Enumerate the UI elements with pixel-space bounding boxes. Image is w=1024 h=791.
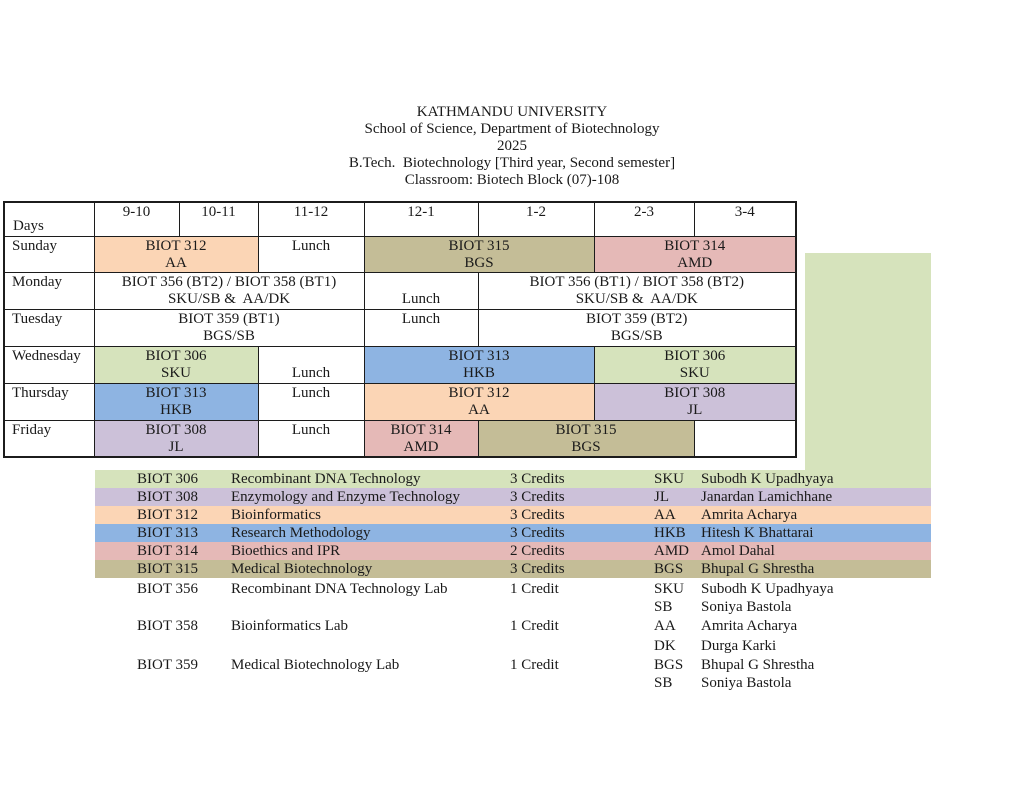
course-name: Medical Biotechnology — [231, 561, 373, 577]
course-credits: 1 Credit — [510, 618, 559, 634]
lunch-cell: Lunch — [364, 272, 478, 309]
course-name: Recombinant DNA Technology — [231, 471, 421, 487]
empty-cell — [694, 420, 796, 457]
year-label: 2025 — [497, 138, 527, 154]
class-cell: BIOT 359 (BT1) BGS/SB — [94, 309, 364, 346]
class-cell: BIOT 314 AMD — [594, 236, 796, 272]
day-label: Monday — [4, 272, 94, 309]
instructor-initials: AA — [654, 507, 676, 523]
instructor-name: Janardan Lamichhane — [701, 489, 833, 505]
instructor-name: Hitesh K Bhattarai — [701, 525, 814, 541]
time-slot-header: 9-10 — [94, 202, 179, 236]
course-name: Enzymology and Enzyme Technology — [231, 489, 461, 505]
legend-lab-row — [95, 656, 931, 674]
time-slot-header: 2-3 — [594, 202, 694, 236]
course-credits: 3 Credits — [510, 561, 565, 577]
course-name: Bioinformatics — [231, 507, 321, 523]
class-cell: BIOT 359 (BT2) BGS/SB — [478, 309, 796, 346]
course-credits: 1 Credit — [510, 657, 559, 673]
legend-course-row — [95, 560, 931, 578]
lunch-cell: Lunch — [258, 383, 364, 420]
legend-lab-staff-row — [95, 598, 931, 616]
instructor-initials: JL — [654, 489, 669, 505]
class-cell: BIOT 312 AA — [364, 383, 594, 420]
instructor-name: Amol Dahal — [701, 543, 775, 559]
class-cell: BIOT 315 BGS — [364, 236, 594, 272]
instructor-name: Bhupal G Shrestha — [701, 561, 815, 577]
instructor-initials: BGS — [654, 657, 684, 673]
instructor-initials: SB — [654, 599, 673, 615]
class-cell: BIOT 312 AA — [94, 236, 258, 272]
instructor-initials: HKB — [654, 525, 686, 541]
class-cell: BIOT 308 JL — [594, 383, 796, 420]
legend-lab-row — [95, 580, 931, 598]
timetable-grid — [3, 201, 797, 458]
timetable-row-tuesday — [4, 309, 796, 346]
course-credits: 3 Credits — [510, 507, 565, 523]
legend-course-row — [95, 506, 931, 524]
instructor-initials: SKU — [654, 581, 685, 597]
course-credits: 2 Credits — [510, 543, 565, 559]
course-code: BIOT 359 — [137, 657, 198, 673]
lunch-cell: Lunch — [258, 346, 364, 383]
time-slot-header: 1-2 — [478, 202, 594, 236]
lunch-cell: Lunch — [364, 309, 478, 346]
course-name: Recombinant DNA Technology Lab — [231, 581, 448, 597]
day-label: Friday — [4, 420, 94, 457]
class-cell: BIOT 356 (BT2) / BIOT 358 (BT1) SKU/SB & AA/DK — [94, 272, 364, 309]
department-title: School of Science, Department of Biotechnology — [364, 121, 660, 137]
class-cell: BIOT 356 (BT1) / BIOT 358 (BT2) SKU/SB & AA/DK — [478, 272, 796, 309]
university-title: KATHMANDU UNIVERSITY — [416, 104, 608, 120]
instructor-name: Soniya Bastola — [701, 675, 792, 691]
time-slot-header: 10-11 — [179, 202, 258, 236]
time-slot-header: 3-4 — [694, 202, 796, 236]
course-code: BIOT 306 — [137, 471, 198, 487]
day-label: Tuesday — [4, 309, 94, 346]
course-name: Research Methodology — [231, 525, 371, 541]
course-credits: 3 Credits — [510, 471, 565, 487]
instructor-initials: BGS — [654, 561, 684, 577]
course-credits: 1 Credit — [510, 581, 559, 597]
course-code: BIOT 358 — [137, 618, 198, 634]
time-slot-header: 12-1 — [364, 202, 478, 236]
timetable-header-row — [4, 202, 796, 236]
timetable-row-monday — [4, 272, 796, 309]
legend-course-row — [95, 542, 931, 560]
program-label: B.Tech. Biotechnology [Third year, Second semester] — [348, 155, 676, 171]
class-cell: BIOT 315 BGS — [478, 420, 694, 457]
class-cell: BIOT 313 HKB — [94, 383, 258, 420]
instructor-initials: AMD — [654, 543, 690, 559]
instructor-name: Amrita Acharya — [701, 618, 798, 634]
course-code: BIOT 308 — [137, 489, 198, 505]
day-label: Wednesday — [4, 346, 94, 383]
legend-course-row — [95, 488, 931, 506]
class-cell: BIOT 306 SKU — [94, 346, 258, 383]
instructor-name: Subodh K Upadhyaya — [701, 471, 834, 487]
instructor-name: Subodh K Upadhyaya — [701, 581, 834, 597]
instructor-name: Amrita Acharya — [701, 507, 798, 523]
class-cell: BIOT 306 SKU — [594, 346, 796, 383]
course-name: Bioethics and IPR — [231, 543, 341, 559]
days-corner-label: Days — [4, 202, 94, 236]
course-credits: 3 Credits — [510, 525, 565, 541]
class-cell: BIOT 313 HKB — [364, 346, 594, 383]
course-code: BIOT 312 — [137, 507, 198, 523]
instructor-initials: SKU — [654, 471, 685, 487]
instructor-name: Soniya Bastola — [701, 599, 792, 615]
lunch-cell: Lunch — [258, 420, 364, 457]
instructor-name: Bhupal G Shrestha — [701, 657, 815, 673]
instructor-initials: SB — [654, 675, 673, 691]
timetable-row-wednesday — [4, 346, 796, 383]
course-name: Medical Biotechnology Lab — [231, 657, 400, 673]
legend-course-row — [95, 524, 931, 542]
time-slot-header: 11-12 — [258, 202, 364, 236]
course-code: BIOT 313 — [137, 525, 198, 541]
legend-lab-row — [95, 617, 931, 635]
lunch-cell: Lunch — [258, 236, 364, 272]
day-label: Sunday — [4, 236, 94, 272]
legend-course-row — [95, 470, 931, 488]
instructor-initials: DK — [654, 638, 676, 654]
class-cell: BIOT 308 JL — [94, 420, 258, 457]
class-cell: BIOT 314 AMD — [364, 420, 478, 457]
instructor-initials: AA — [654, 618, 676, 634]
course-credits: 3 Credits — [510, 489, 565, 505]
course-name: Bioinformatics Lab — [231, 618, 349, 634]
timetable-row-thursday — [4, 383, 796, 420]
day-label: Thursday — [4, 383, 94, 420]
highlight-block — [805, 253, 931, 488]
course-code: BIOT 356 — [137, 581, 198, 597]
legend-lab-staff-row — [95, 637, 931, 655]
document-header — [0, 104, 1024, 189]
instructor-name: Durga Karki — [701, 638, 777, 654]
timetable-row-friday — [4, 420, 796, 457]
timetable-row-sunday — [4, 236, 796, 272]
course-code: BIOT 314 — [137, 543, 198, 559]
classroom-label: Classroom: Biotech Block (07)-108 — [404, 172, 620, 188]
course-code: BIOT 315 — [137, 561, 198, 577]
legend-lab-staff-row — [95, 674, 931, 692]
